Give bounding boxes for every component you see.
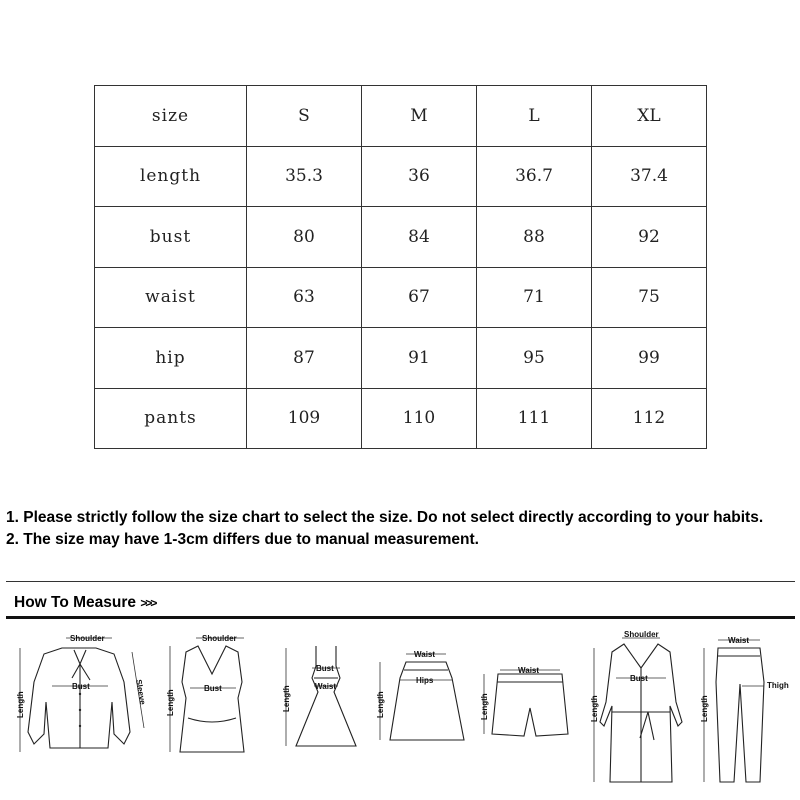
- coat-diagram: [590, 630, 682, 782]
- length-label: Length: [16, 691, 25, 718]
- table-row: [95, 388, 707, 449]
- table-cell: 37.4: [592, 146, 707, 207]
- table-cell: 67: [362, 267, 477, 328]
- pants-waist-label: Waist: [728, 636, 750, 645]
- coat-bust-label: Bust: [630, 674, 648, 683]
- skirt-waist-label: Waist: [414, 650, 436, 659]
- arrows-icon: >>>: [140, 596, 156, 610]
- dress-diagram: [282, 646, 356, 746]
- table-row: [95, 146, 707, 207]
- coat-length-label: Length: [590, 695, 599, 722]
- table-cell: 92: [592, 207, 707, 268]
- pants-diagram: [700, 636, 789, 782]
- table-cell: 75: [592, 267, 707, 328]
- size-notes: [6, 507, 796, 551]
- table-cell: 109: [247, 388, 362, 449]
- table-row: [95, 328, 707, 389]
- table-cell: 80: [247, 207, 362, 268]
- dress-waist-label: Waist: [315, 682, 337, 691]
- shoulder-label: Shoulder: [70, 634, 105, 643]
- table-cell: hip: [95, 328, 247, 389]
- table-cell: 35.3: [247, 146, 362, 207]
- shorts-length-label: Length: [480, 693, 489, 720]
- vest-shoulder-label: Shoulder: [202, 634, 237, 643]
- vest-bust-label: Bust: [204, 684, 222, 693]
- table-cell: L: [477, 86, 592, 147]
- skirt-diagram: [376, 650, 464, 740]
- pants-thigh-label: Thigh: [767, 681, 789, 690]
- size-chart-table: [94, 85, 707, 449]
- table-cell: bust: [95, 207, 247, 268]
- table-cell: 36: [362, 146, 477, 207]
- table-cell: 112: [592, 388, 707, 449]
- divider: [6, 581, 795, 582]
- table-row: [95, 207, 707, 268]
- sleeve-label: Sleeve: [134, 678, 148, 706]
- note-2: 2. The size may have 1-3cm differs due to manual measurement.: [6, 531, 479, 548]
- measurement-figures: [0, 622, 800, 800]
- shirt-diagram: [16, 634, 147, 752]
- how-to-measure-heading: [14, 594, 155, 612]
- table-row: [95, 267, 707, 328]
- table-cell: size: [95, 86, 247, 147]
- dress-bust-label: Bust: [316, 664, 334, 673]
- skirt-length-label: Length: [376, 691, 385, 718]
- table-cell: 111: [477, 388, 592, 449]
- vest-diagram: [166, 634, 244, 752]
- table-cell: 99: [592, 328, 707, 389]
- table-cell: waist: [95, 267, 247, 328]
- table-cell: 36.7: [477, 146, 592, 207]
- skirt-hips-label: Hips: [416, 676, 434, 685]
- bust-label: Bust: [72, 682, 90, 691]
- heading-underline: [6, 616, 795, 619]
- table-header-row: [95, 86, 707, 147]
- note-1: 1. Please strictly follow the size chart to select the size. Do not select directly according to your habits.: [6, 509, 764, 526]
- table-cell: 84: [362, 207, 477, 268]
- table-cell: 95: [477, 328, 592, 389]
- table-cell: 110: [362, 388, 477, 449]
- table-cell: pants: [95, 388, 247, 449]
- table-cell: 88: [477, 207, 592, 268]
- heading-text: How To Measure: [14, 594, 137, 611]
- table-cell: XL: [592, 86, 707, 147]
- table-cell: length: [95, 146, 247, 207]
- table-cell: 91: [362, 328, 477, 389]
- vest-length-label: Length: [166, 689, 175, 716]
- table-cell: 63: [247, 267, 362, 328]
- table-cell: 71: [477, 267, 592, 328]
- garment-diagrams: [0, 622, 800, 800]
- shorts-diagram: [480, 666, 568, 736]
- table-cell: M: [362, 86, 477, 147]
- pants-length-label: Length: [700, 695, 709, 722]
- dress-length-label: Length: [282, 685, 291, 712]
- table-cell: 87: [247, 328, 362, 389]
- table-cell: S: [247, 86, 362, 147]
- shorts-waist-label: Waist: [518, 666, 540, 675]
- coat-shoulder-label: Shoulder: [624, 630, 659, 639]
